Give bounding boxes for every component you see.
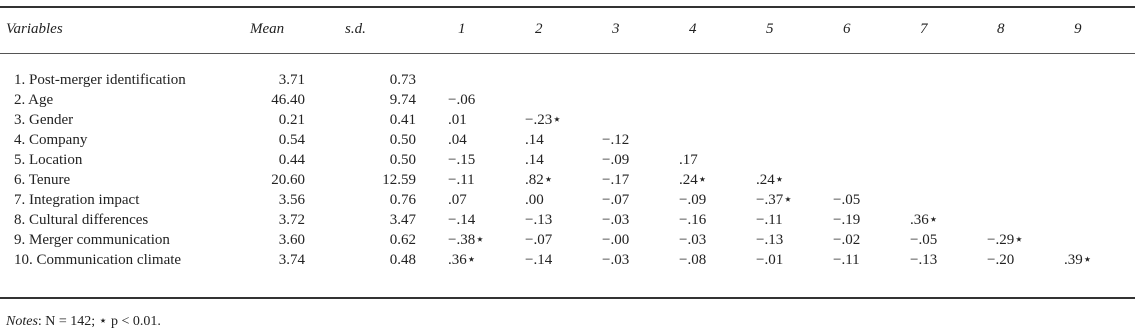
- correlation-cell-1: −.38⋆: [448, 232, 485, 248]
- correlation-cell-9: .39⋆: [1064, 252, 1093, 268]
- row-sd: 0.41: [389, 112, 416, 128]
- row-sd: 0.76: [389, 192, 416, 208]
- table-row: [0, 230, 1135, 250]
- correlation-cell-9: [1056, 130, 1135, 150]
- correlation-cell-8: [979, 170, 1056, 190]
- correlation-cell-7: [902, 170, 979, 190]
- row-variable-label: 5. Location: [14, 152, 83, 168]
- row-sd: 12.59: [382, 172, 416, 188]
- correlation-cell-2: .14: [525, 132, 544, 148]
- correlation-cell-5: [748, 150, 825, 170]
- correlation-cell-3: −.03: [602, 252, 630, 268]
- header-variables: Variables: [6, 21, 63, 37]
- correlation-cell-7: .36⋆: [910, 212, 939, 228]
- correlation-cell-1: .07: [448, 192, 467, 208]
- table-row: [0, 150, 1135, 170]
- correlation-cell-3: −.12: [602, 132, 630, 148]
- correlation-cell-3: −.09: [602, 152, 630, 168]
- header-col-8: 8: [997, 21, 1005, 37]
- correlation-cell-1: −.11: [448, 172, 475, 188]
- header-col-4: 4: [689, 21, 697, 37]
- row-sd: 0.50: [389, 132, 416, 148]
- correlation-cell-4: [671, 90, 748, 110]
- correlation-cell-4: [671, 70, 748, 90]
- correlation-cell-9: [1056, 90, 1135, 110]
- row-mean: 3.56: [278, 192, 305, 208]
- correlation-cell-6: [825, 150, 902, 170]
- row-sd: 3.47: [389, 212, 416, 228]
- row-variable-label: 6. Tenure: [14, 172, 71, 188]
- correlation-cell-5: −.37⋆: [756, 192, 793, 208]
- correlation-cell-1: [440, 70, 517, 90]
- correlation-cell-7: −.05: [910, 232, 938, 248]
- table-row: [0, 190, 1135, 210]
- header-col-3: 3: [612, 21, 620, 37]
- row-variable-label: 3. Gender: [14, 112, 74, 128]
- table-row: [0, 170, 1135, 190]
- correlation-cell-5: .24⋆: [756, 172, 785, 188]
- correlation-cell-6: −.05: [833, 192, 861, 208]
- correlation-cell-9: [1056, 70, 1135, 90]
- correlation-cell-5: −.13: [756, 232, 784, 248]
- correlation-cell-7: [902, 150, 979, 170]
- correlation-cell-4: −.08: [679, 252, 707, 268]
- correlation-cell-8: [979, 210, 1056, 230]
- correlation-cell-6: [825, 110, 902, 130]
- correlation-cell-7: [902, 190, 979, 210]
- row-variable-label: 2. Age: [14, 92, 54, 108]
- correlation-cell-5: −.01: [756, 252, 784, 268]
- row-mean: 3.74: [278, 252, 305, 268]
- correlation-cell-3: −.17: [602, 172, 630, 188]
- header-col-6: 6: [843, 21, 851, 37]
- table-row: [0, 90, 1135, 110]
- row-variable-label: 8. Cultural differences: [14, 212, 149, 228]
- correlation-cell-1: .04: [448, 132, 467, 148]
- correlation-cell-5: −.11: [756, 212, 783, 228]
- table-row: [0, 250, 1135, 270]
- correlation-cell-2: .14: [525, 152, 544, 168]
- row-sd: 0.62: [389, 232, 416, 248]
- correlation-cell-4: −.03: [679, 232, 707, 248]
- table-notes: [6, 313, 161, 330]
- correlation-cell-3: [594, 110, 671, 130]
- correlation-cell-3: [594, 70, 671, 90]
- correlation-cell-5: [748, 70, 825, 90]
- correlation-cell-8: [979, 70, 1056, 90]
- row-mean: 46.40: [271, 92, 305, 108]
- correlation-table: [0, 12, 1135, 270]
- row-mean: 3.71: [278, 72, 305, 88]
- correlation-cell-8: [979, 130, 1056, 150]
- correlation-cell-8: [979, 150, 1056, 170]
- table-row: [0, 130, 1135, 150]
- correlation-cell-8: [979, 90, 1056, 110]
- row-mean: 3.72: [278, 212, 305, 228]
- correlation-cell-2: −.14: [525, 252, 553, 268]
- correlation-cell-2: [517, 90, 594, 110]
- correlation-cell-5: [748, 90, 825, 110]
- table-row: [0, 210, 1135, 230]
- correlation-cell-4: [671, 110, 748, 130]
- correlation-cell-5: [748, 110, 825, 130]
- correlation-cell-9: [1056, 190, 1135, 210]
- correlation-cell-3: −.07: [602, 192, 630, 208]
- row-variable-label: 10. Communication climate: [14, 252, 182, 268]
- header-sd: s.d.: [345, 21, 366, 37]
- header-spacer: [0, 56, 1135, 70]
- table-row: [0, 70, 1135, 90]
- correlation-cell-8: −.20: [987, 252, 1015, 268]
- table-bottom-rule: [0, 297, 1135, 299]
- row-mean: 0.54: [278, 132, 305, 148]
- row-variable-label: 1. Post-merger identification: [14, 72, 186, 88]
- correlation-cell-9: [1056, 230, 1135, 250]
- header-col-5: 5: [766, 21, 774, 37]
- correlation-cell-6: [825, 130, 902, 150]
- correlation-cell-3: [594, 90, 671, 110]
- correlation-cell-6: [825, 70, 902, 90]
- row-mean: 0.21: [278, 112, 305, 128]
- correlation-cell-4: −.09: [679, 192, 707, 208]
- table-row: [0, 110, 1135, 130]
- correlation-cell-8: [979, 190, 1056, 210]
- header-col-7: 7: [920, 21, 928, 37]
- correlation-cell-6: [825, 170, 902, 190]
- table-top-rule: [0, 6, 1135, 8]
- correlation-cell-9: [1056, 170, 1135, 190]
- row-variable-label: 7. Integration impact: [14, 192, 140, 208]
- correlation-cell-2: [517, 70, 594, 90]
- correlation-cell-1: .01: [448, 112, 467, 128]
- correlation-cell-3: −.00: [602, 232, 630, 248]
- correlation-cell-1: −.15: [448, 152, 476, 168]
- correlation-cell-9: [1056, 210, 1135, 230]
- correlation-cell-2: .82⋆: [525, 172, 554, 188]
- header-col-2: 2: [535, 21, 543, 37]
- correlation-cell-5: [748, 130, 825, 150]
- row-sd: 9.74: [389, 92, 416, 108]
- correlation-cell-9: [1056, 150, 1135, 170]
- correlation-cell-1: −.14: [448, 212, 476, 228]
- correlation-cell-7: [902, 130, 979, 150]
- correlation-cell-8: [979, 110, 1056, 130]
- header-col-1: 1: [458, 21, 466, 37]
- correlation-cell-6: −.11: [833, 252, 860, 268]
- correlation-cell-3: −.03: [602, 212, 630, 228]
- correlation-cell-2: −.23⋆: [525, 112, 562, 128]
- row-mean: 3.60: [278, 232, 305, 248]
- notes-label: Notes: [6, 314, 38, 329]
- correlation-cell-4: −.16: [679, 212, 707, 228]
- correlation-cell-7: −.13: [910, 252, 938, 268]
- correlation-cell-1: −.06: [448, 92, 476, 108]
- correlation-cell-6: −.02: [833, 232, 861, 248]
- row-variable-label: 9. Merger communication: [14, 232, 170, 248]
- row-mean: 0.44: [278, 152, 305, 168]
- row-sd: 0.50: [389, 152, 416, 168]
- correlation-cell-1: .36⋆: [448, 252, 477, 268]
- correlation-cell-6: [825, 90, 902, 110]
- correlation-cell-7: [902, 70, 979, 90]
- correlation-cell-2: −.07: [525, 232, 553, 248]
- correlation-cell-7: [902, 110, 979, 130]
- header-mean: Mean: [250, 21, 285, 37]
- correlation-cell-2: −.13: [525, 212, 553, 228]
- row-variable-label: 4. Company: [14, 132, 88, 148]
- correlation-cell-2: .00: [525, 192, 544, 208]
- row-sd: 0.73: [389, 72, 416, 88]
- row-mean: 20.60: [271, 172, 305, 188]
- correlation-cell-6: −.19: [833, 212, 861, 228]
- correlation-cell-4: [671, 130, 748, 150]
- header-row: [0, 12, 1135, 56]
- correlation-cell-4: .24⋆: [679, 172, 708, 188]
- correlation-cell-4: .17: [679, 152, 698, 168]
- correlation-cell-8: −.29⋆: [987, 232, 1024, 248]
- correlation-cell-7: [902, 90, 979, 110]
- header-col-9: 9: [1074, 21, 1082, 37]
- row-sd: 0.48: [389, 252, 416, 268]
- notes-text: : N = 142; ⋆ p < 0.01.: [37, 314, 161, 329]
- correlation-cell-9: [1056, 110, 1135, 130]
